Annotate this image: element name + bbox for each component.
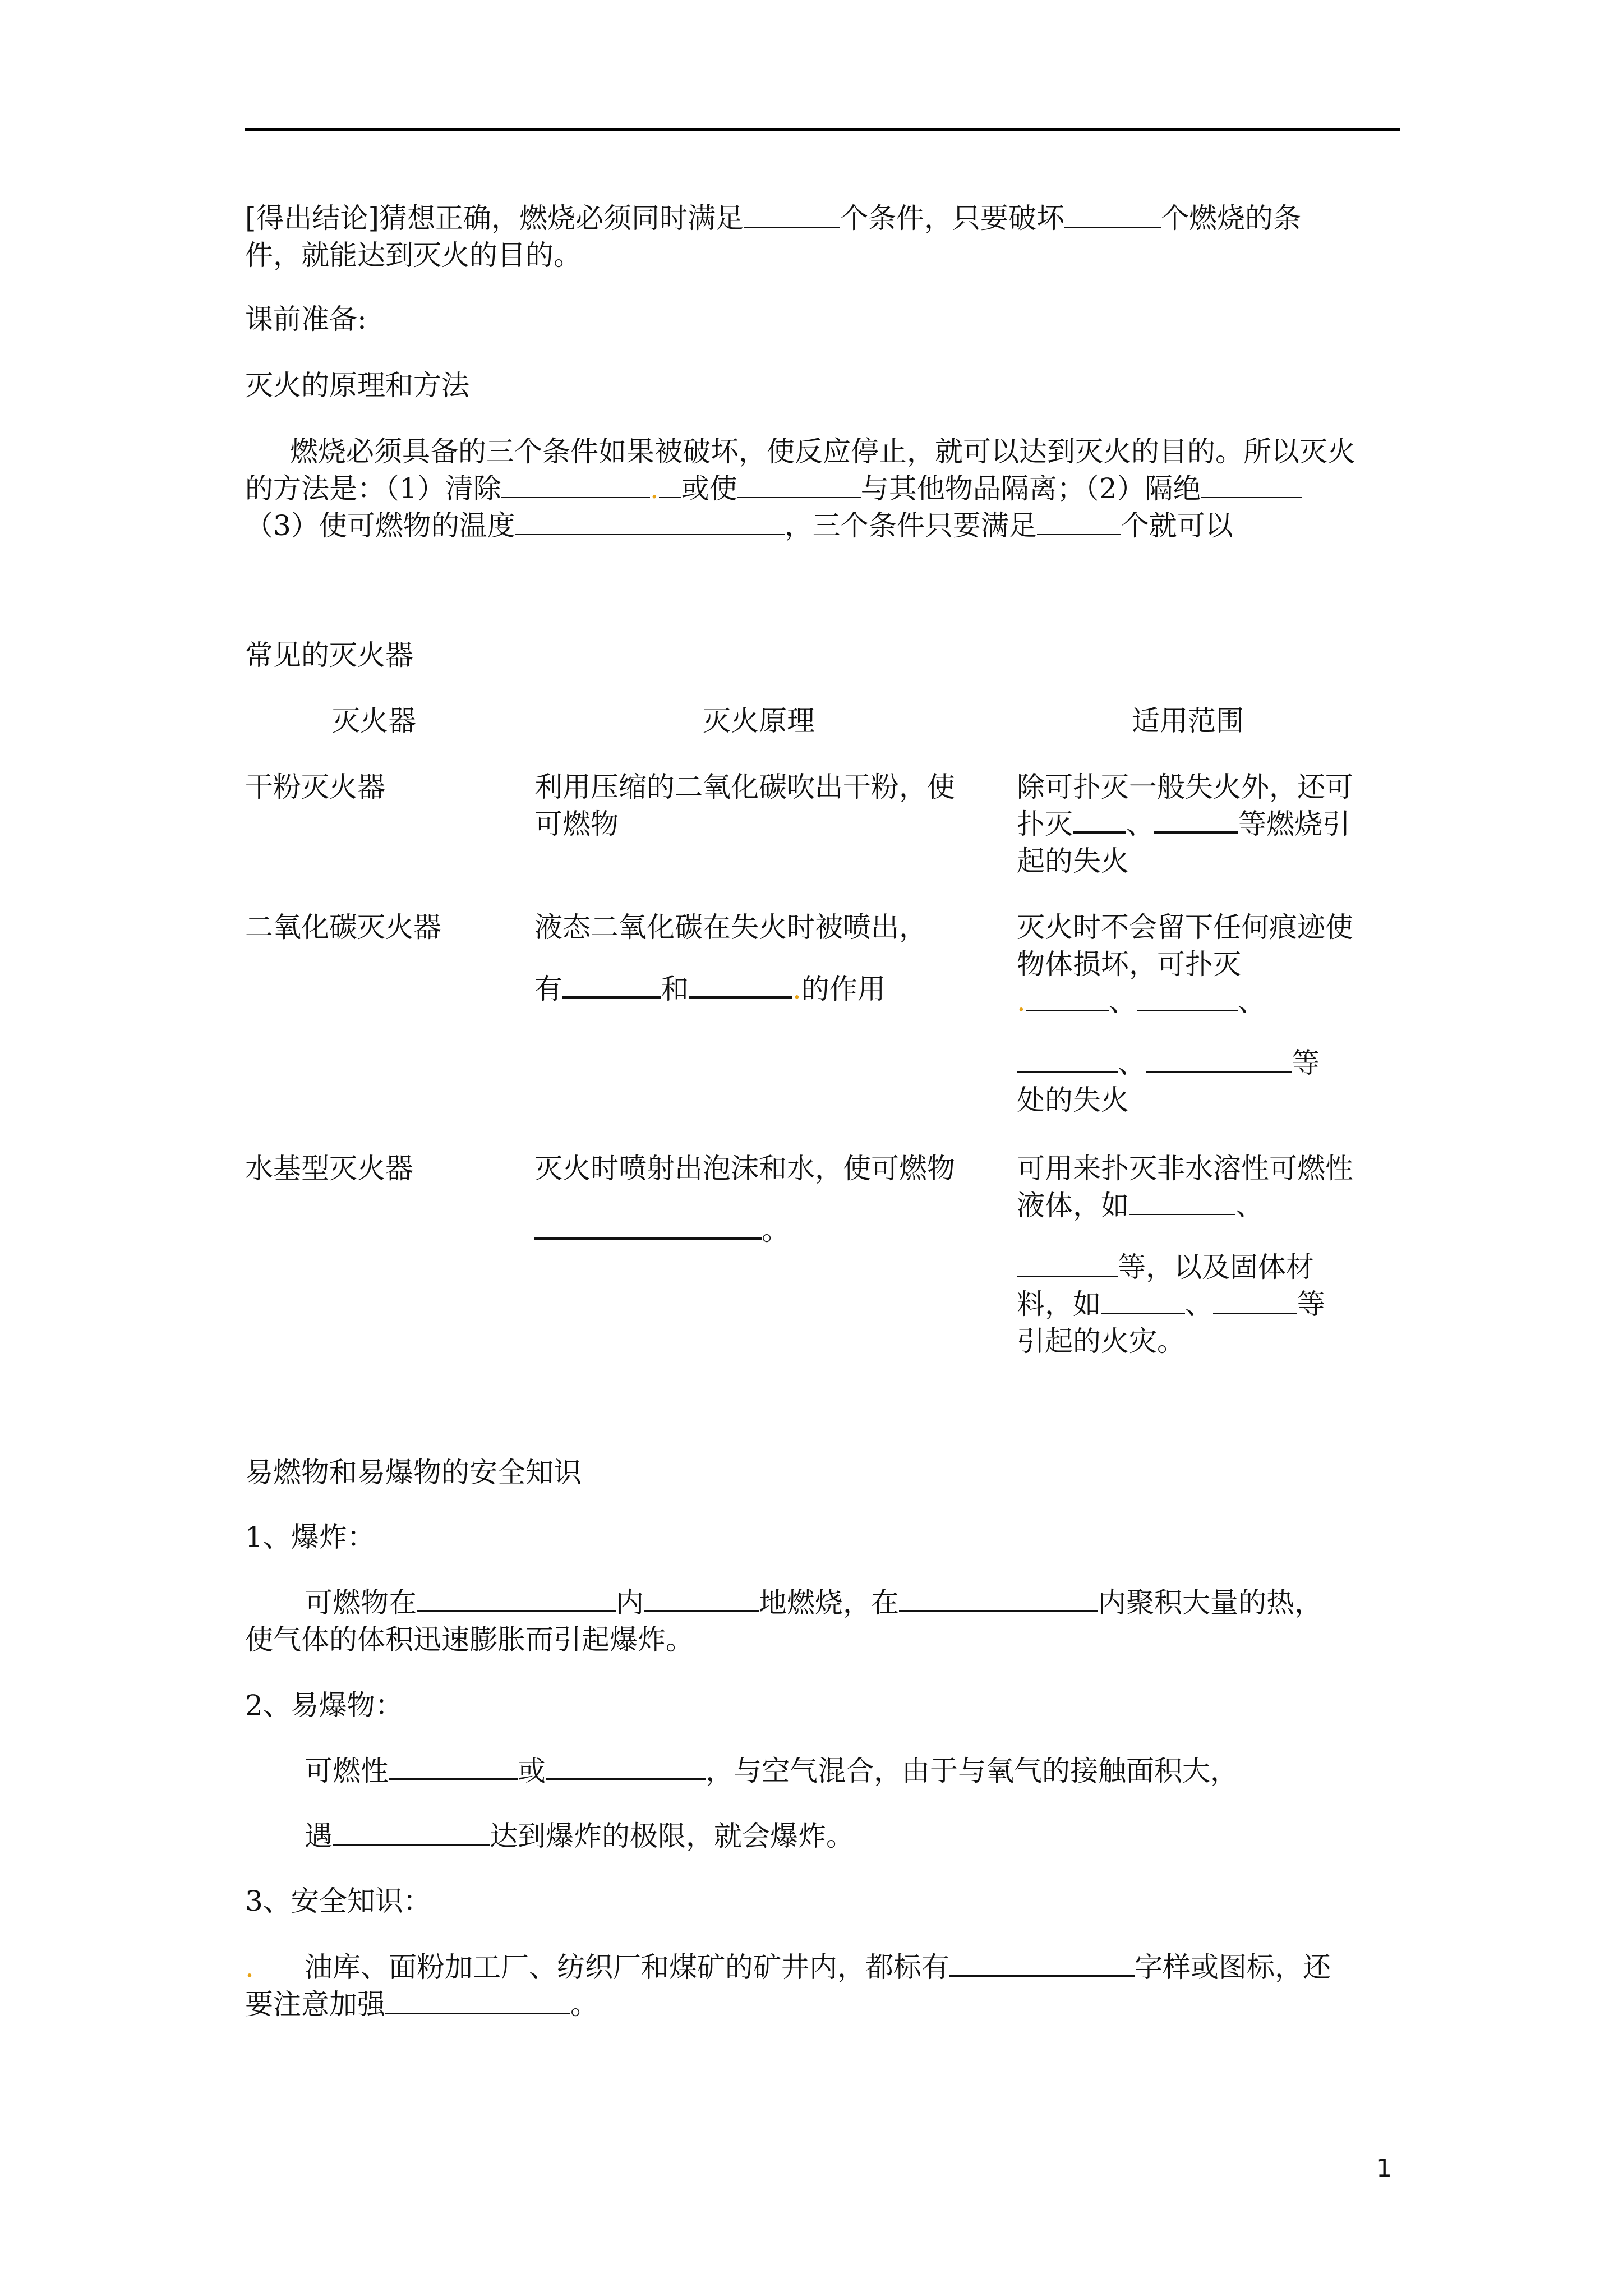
page-number: 1: [1376, 2154, 1392, 2183]
safety-s3-line-1: . 油库、面粉加工厂、纺织厂和煤矿的矿井内，都标有 字样或图标，还: [245, 1951, 1331, 1984]
blank-block[interactable]: [1201, 497, 1302, 498]
s2-text-a: 可燃性: [305, 1755, 389, 1787]
co2-scope-1: 灭火时不会留下任何痕迹使: [1017, 911, 1353, 944]
dry-principle-1: 利用压缩的二氧化碳吹出干粉，使: [534, 771, 955, 803]
blank-meet-count[interactable]: [1037, 534, 1121, 535]
dry-scope-2: [1017, 806, 1350, 843]
conclusion-text-a: [得出结论]猜想正确，燃烧必须同时满足: [245, 202, 744, 234]
blank-water-2[interactable]: [1017, 1276, 1118, 1277]
col-header-scope: 适用范围: [1132, 705, 1244, 737]
co2-scope-sep-3: 、: [1118, 1047, 1146, 1079]
co2-principle-text-a: 有: [534, 973, 562, 1005]
col-header-type: 灭火器: [332, 705, 416, 737]
water-scope-5: 引起的火灾。: [1017, 1325, 1185, 1358]
dry-scope-1: 除可扑灭一般失火外，还可: [1017, 771, 1353, 803]
safety-s2-line-1: [305, 1752, 1238, 1789]
blank-water-1[interactable]: [1129, 1214, 1235, 1215]
dry-scope-text-a: 扑灭: [1017, 808, 1073, 840]
s3-text-b: 字样或图标，还: [1135, 1951, 1331, 1984]
water-principle-2: [534, 1212, 790, 1249]
water-principle-end: 。: [762, 1214, 790, 1246]
conclusion-text-b: 个条件，只要破坏: [840, 202, 1065, 234]
blank-co2-effect-1[interactable]: [562, 996, 661, 999]
safety-s1-title: 1、爆炸：: [245, 1521, 375, 1553]
blank-s3-sign[interactable]: [949, 1975, 1135, 1977]
safety-s3-title: 3、安全知识：: [245, 1885, 431, 1917]
conclusion-text-c: 个燃烧的条: [1161, 202, 1302, 234]
principle-line-3: [245, 507, 1233, 544]
safety-s3-line-2: [245, 1986, 598, 2023]
blank-clear[interactable]: [501, 497, 650, 498]
blank-s3-strengthen[interactable]: [385, 2013, 570, 2014]
blank-dry-1[interactable]: [1073, 831, 1126, 834]
dry-scope-sep: 、: [1126, 808, 1154, 840]
blank-break-count[interactable]: [1064, 227, 1161, 228]
co2-scope-2: 物体损坏，可扑灭: [1017, 948, 1241, 981]
principle-heading: 灭火的原理和方法: [245, 369, 469, 402]
blank-co2-2[interactable]: [1137, 1010, 1238, 1011]
blank-temperature[interactable]: [515, 534, 785, 535]
s2-text-meet: 遇: [305, 1820, 333, 1852]
blank-s1-space[interactable]: [417, 1610, 616, 1612]
safety-s2-line-2: [305, 1818, 854, 1855]
blank-s1-manner[interactable]: [644, 1610, 759, 1612]
blank-water-3[interactable]: [1101, 1313, 1185, 1314]
co2-scope-text-etc: 等: [1292, 1047, 1320, 1079]
co2-scope-4: [1017, 1045, 1320, 1082]
dry-scope-3: 起的失火: [1017, 845, 1129, 877]
dry-principle-2: 可燃物: [534, 808, 619, 840]
blank-co2-4[interactable]: [1146, 1071, 1292, 1073]
co2-scope-3: . 、 、: [1017, 985, 1266, 1018]
co2-principle-2: 有 和 .的作用: [534, 973, 886, 1005]
blank-water-principle[interactable]: [534, 1237, 762, 1240]
co2-principle-text-c: 的作用: [801, 973, 886, 1005]
co2-principle-1: 液态二氧化碳在失火时被喷出，: [534, 911, 927, 944]
s3-text-end: 。: [570, 1988, 598, 2021]
s1-text-d: 内聚积大量的热，: [1098, 1586, 1322, 1619]
blank-co2-3[interactable]: [1017, 1071, 1118, 1073]
water-scope-4: [1017, 1286, 1325, 1323]
s2-text-c: ，与空气混合，由于与氧气的接触面积大，: [706, 1755, 1238, 1787]
prep-title: 课前准备:: [245, 303, 367, 335]
co2-scope-5: 处的失火: [1017, 1084, 1129, 1116]
principle-text-end: 个就可以: [1121, 509, 1233, 542]
s2-text-end: 达到爆炸的极限，就会爆炸。: [490, 1820, 854, 1852]
blank-water-4[interactable]: [1213, 1313, 1297, 1314]
blank-isolate[interactable]: [737, 497, 861, 498]
blank-co2-1[interactable]: [1026, 1010, 1109, 1011]
blank-dry-2[interactable]: [1154, 831, 1238, 834]
water-scope-text-etc: 等: [1297, 1288, 1325, 1320]
s1-text-a: 可燃物在: [305, 1586, 417, 1619]
principle-text-isolate: 与其他物品隔离；（2）隔绝: [860, 472, 1201, 505]
col-header-principle: 灭火原理: [703, 705, 815, 737]
conclusion-line-1: [245, 200, 1301, 237]
blank-condition-count[interactable]: [744, 227, 840, 228]
safety-s2-title: 2、易爆物：: [245, 1689, 403, 1722]
principle-line-1: 燃烧必须具备的三个条件如果被破坏，使反应停止，就可以达到灭火的目的。所以灭火: [290, 435, 1355, 468]
blank-s2-2[interactable]: [546, 1778, 706, 1780]
conclusion-line-2: 件，就能达到灭火的目的。: [245, 239, 582, 272]
s1-text-b: 内: [616, 1586, 644, 1619]
water-scope-2: [1017, 1187, 1264, 1224]
blank-s2-3[interactable]: [333, 1844, 490, 1846]
water-scope-3: [1017, 1249, 1314, 1286]
safety-s1-line-1: [305, 1584, 1322, 1621]
water-scope-sep-1: 、: [1235, 1189, 1264, 1222]
water-scope-text-b: 等，以及固体材: [1118, 1251, 1314, 1283]
principle-line-2: 的方法是：（1）清除 . 或使 与其他物品隔离；（2）隔绝: [245, 470, 1302, 507]
water-principle-1: 灭火时喷射出泡沫和水，使可燃物: [534, 1152, 955, 1185]
water-scope-1: 可用来扑灭非水溶性可燃性: [1017, 1152, 1353, 1185]
principle-text-clear: 的方法是：（1）清除: [245, 472, 501, 505]
principle-text-temp: （3）使可燃物的温度: [245, 509, 515, 542]
principle-text-meet: ，三个条件只要满足: [784, 509, 1037, 542]
blank-s1-time[interactable]: [899, 1610, 1098, 1612]
s3-text-a: 油库、面粉加工厂、纺织厂和煤矿的矿井内，都标有: [305, 1951, 949, 1984]
s2-text-or: 或: [518, 1755, 546, 1787]
blank-s2-1[interactable]: [389, 1778, 518, 1780]
s1-text-c: 地燃烧，在: [759, 1586, 899, 1619]
safety-s1-line-2: 使气体的体积迅速膨胀而引起爆炸。: [245, 1623, 694, 1656]
extinguishers-heading: 常见的灭火器: [245, 639, 413, 671]
co2-principle-text-and: 和: [661, 973, 689, 1005]
header-rule: [245, 128, 1400, 131]
water-scope-text-a: 液体，如: [1017, 1189, 1129, 1222]
dry-name: 干粉灭火器: [245, 771, 385, 803]
blank-co2-effect-2[interactable]: [689, 996, 792, 999]
water-scope-sep-2: 、: [1185, 1288, 1213, 1320]
dry-scope-text-c: 等燃烧引: [1238, 808, 1350, 840]
water-scope-text-c: 料，如: [1017, 1288, 1101, 1320]
co2-scope-sep-2: 、: [1237, 985, 1266, 1018]
safety-heading: 易燃物和易爆物的安全知识: [245, 1456, 582, 1489]
principle-text-or: 或使: [681, 472, 737, 505]
co2-name: 二氧化碳灭火器: [245, 911, 441, 944]
co2-scope-sep-1: 、: [1108, 985, 1137, 1018]
water-name: 水基型灭火器: [245, 1152, 413, 1185]
s3-text-c: 要注意加强: [245, 1988, 385, 2021]
